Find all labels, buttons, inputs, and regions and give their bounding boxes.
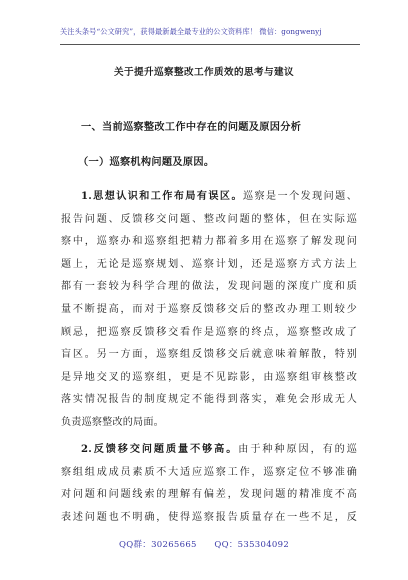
footer-contact: QQ群：30265665 QQ：535304092 [118, 540, 290, 550]
paragraph-1-line: 是异地交叉的巡察组，更是不见踪影，由巡察组审核整改 [61, 371, 357, 383]
header-note: 关注头条号“公文研究”，获得最新最全最专业的公文资料库！ 微信：gongwenyj [60, 27, 322, 36]
paragraph-1-line: 落实情况报告的制度规定不能得到落实，难免会形成无人 [61, 394, 357, 406]
paragraph-1-lead: 1.思想认识和工作布局有误区。 [81, 191, 243, 202]
paragraph-1-line: 顾忌，把巡察反馈移交看作是巡察的终点，巡察整改成了 [61, 326, 357, 338]
paragraph-1-line: 报告问题、反馈移交问题、整改问题的整体，但在实际巡 [61, 213, 357, 225]
paragraph-1-line: 负责巡察整改的局面。 [61, 416, 164, 428]
paragraph-2 [61, 439, 357, 529]
paragraph-2-line [61, 439, 357, 462]
paragraph-1-line: 题上，无论是巡察规划、巡察计划，还是巡察方式方法上 [61, 258, 357, 270]
subsection-heading-1: （一）巡察机构问题及原因。 [78, 156, 215, 168]
paragraph-2-text: 由于种种原因，有的巡 [238, 444, 357, 455]
paragraph-2-line: 表述问题也不明确，使得巡察报告质量存在一些不足，反 [61, 511, 357, 523]
paragraph-1-line: 盲区。另一方面，巡察组反馈移交后就意味着解散，特别 [61, 349, 357, 361]
paragraph-2-line: 察组组成成员素质不大适应巡察工作，巡察定位不够准确 [61, 466, 357, 478]
document-title: 关于提升巡察整改工作质效的思考与建议 [114, 67, 294, 78]
paragraph-1-text: 巡察是一个发现问题、 [242, 191, 357, 202]
paragraph-2-line: 对问题和问题线索的理解有偏差，发现问题的精准度不高 [61, 489, 357, 501]
paragraph-1-line: 量不断提高，而对于巡察反馈移交后的整改办理工则较少 [61, 303, 357, 315]
paragraph-1-line [61, 186, 357, 209]
header-divider [60, 44, 360, 45]
section-heading-1: 一、当前巡察整改工作中存在的问题及原因分析 [81, 121, 302, 133]
paragraph-2-lead: 2.反馈移交问题质量不够高。 [81, 444, 239, 455]
paragraph-1-line: 察中，巡察办和巡察组把精力都着多用在巡察了解发现问 [61, 236, 357, 248]
paragraph-1-line: 都有一套较为科学合理的做法，发现问题的深度广度和质 [61, 281, 357, 293]
paragraph-1 [61, 186, 357, 435]
